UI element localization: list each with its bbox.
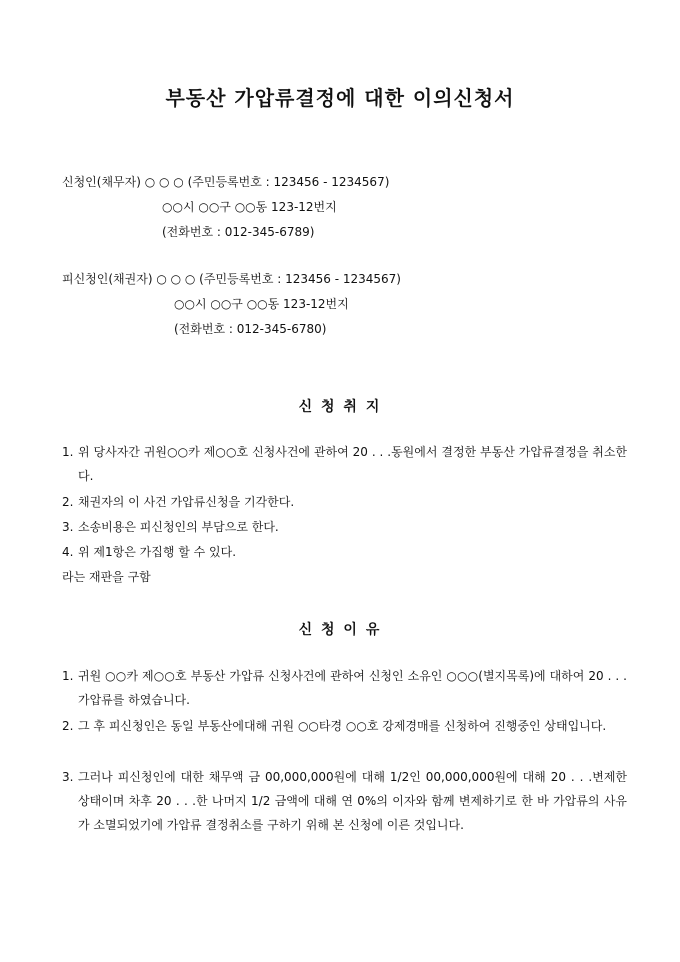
item-text: 그 후 피신청인은 동일 부동산에대해 귀원 ○○타경 ○○호 강제경매를 신청하여 진행중인 상태입니다. — [78, 719, 607, 733]
applicant-phone: (전화번호 : 012-345-6789) — [162, 225, 315, 239]
reasons-heading: 신 청 이 유 — [298, 622, 382, 638]
item-text: 채권자의 이 사건 가압류신청을 기각한다. — [78, 495, 295, 509]
item-number: 1. — [62, 669, 74, 683]
item-text: 위 당사자간 귀원○○카 제○○호 신청사건에 관하여 20 . . .동원에서 결정한 부동산 가압류결정을 취소한다. — [78, 445, 627, 483]
item-text: 소송비용은 피신청인의 부담으로 한다. — [78, 520, 279, 534]
reason-item — [62, 664, 627, 712]
document-title: 부동산 가압류결정에 대한 이의신청서 — [165, 86, 515, 110]
respondent-phone: (전화번호 : 012-345-6780) — [174, 322, 327, 336]
purpose-item — [62, 490, 627, 514]
purpose-item — [62, 515, 627, 539]
item-text: 위 제1항은 가집행 할 수 있다. — [78, 545, 237, 559]
item-number: 4. — [62, 545, 74, 559]
respondent-line-1: 피신청인(채권자) ○ ○ ○ (주민등록번호 : 123456 - 1234567) — [62, 272, 401, 286]
purpose-heading: 신 청 취 지 — [298, 399, 382, 415]
item-number: 3. — [62, 770, 74, 784]
reason-item — [62, 714, 627, 738]
item-number: 1. — [62, 445, 74, 459]
applicant-address: ○○시 ○○구 ○○동 123-12번지 — [162, 200, 337, 214]
applicant-line-1: 신청인(채무자) ○ ○ ○ (주민등록번호 : 123456 - 1234567) — [62, 175, 390, 189]
item-text: 귀원 ○○카 제○○호 부동산 가압류 신청사건에 관하여 신청인 소유인 ○○○(별지목록)에 대하여 20 . . .가압류를 하였습니다. — [78, 669, 627, 707]
item-number: 2. — [62, 495, 74, 509]
item-text: 그러나 피신청인에 대한 채무액 금 00,000,000원에 대해 1/2인 00,000,000원에 대해 20 . . .변제한 상태이며 차후 20 . . .한 나머지 1/2 금액에 대해 연 0%의 이자와 함께 변제하기로 한 바 가압류의 사유가 소멸되었기에 가압류 결정취소를 구하기 위해 본 신청에 이른 것입니다. — [78, 770, 627, 832]
purpose-closing: 라는 재판을 구함 — [62, 570, 151, 584]
item-number: 3. — [62, 520, 74, 534]
reason-item — [62, 765, 627, 837]
purpose-item — [62, 440, 627, 488]
purpose-item — [62, 540, 627, 564]
respondent-address: ○○시 ○○구 ○○동 123-12번지 — [174, 297, 349, 311]
item-number: 2. — [62, 719, 74, 733]
